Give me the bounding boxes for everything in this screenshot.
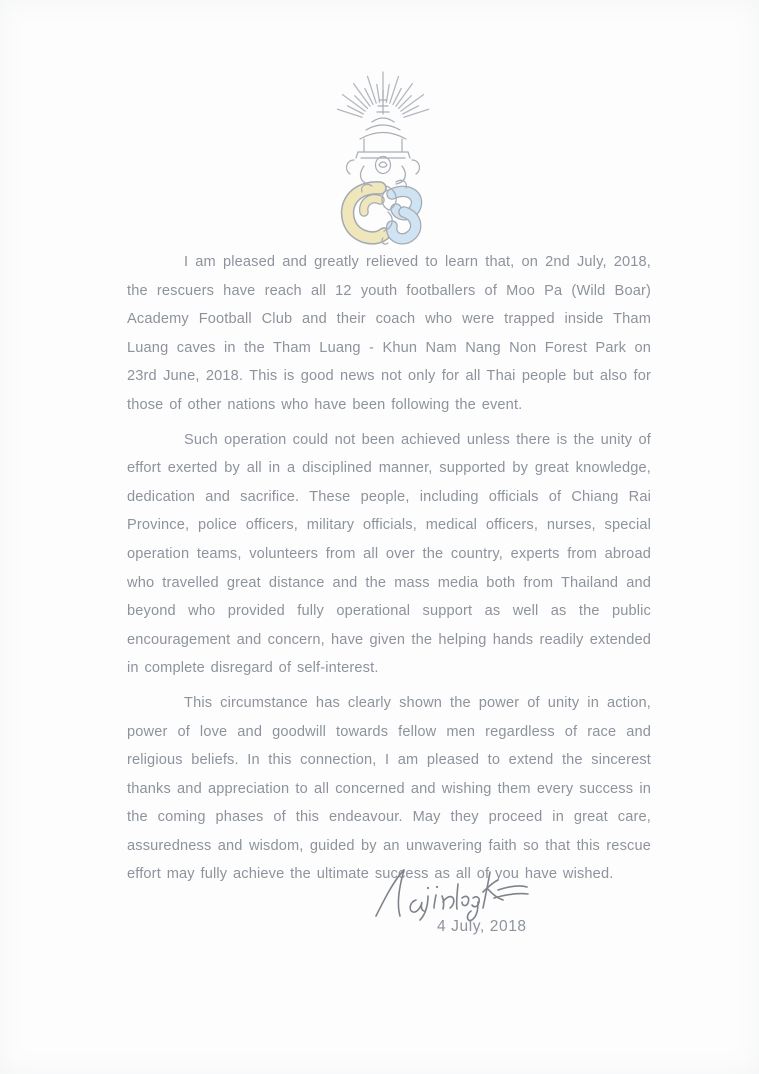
signature-vajiralongkorn: [368, 864, 532, 922]
royal-crown-icon: [347, 90, 420, 174]
letter-paragraph: I am pleased and greatly relieved to learn that, on 2nd July, 2018, the rescuers have reach all 12 youth footballers of Moo Pa (Wild Boar) Academy Football Club and their coach who were trapped inside Tham Luang caves in the Tham Luang - Khun Nam Nang Non Forest Park on 23rd June, 2018. This is good news not only for all Thai people but also for those of other nations who have been following the event.: [127, 254, 651, 413]
letter-date: 4 July, 2018: [437, 918, 527, 935]
royal-monogram-icon: [348, 166, 417, 244]
letter-body: [127, 248, 651, 895]
royal-emblem-icon: [308, 62, 458, 247]
letter-paragraph: Such operation could not been achieved unless there is the unity of effort exerted by all in a disciplined manner, supported by great knowledge, dedication and sacrifice. These people, including officials of Chiang Rai Province, police officers, military officials, medical officers, nurses, special operation teams, volunteers from all over the country, experts from abroad who travelled great distance and the mass media both from Thailand and beyond who provided fully operational support as well as the public encouragement and concern, have given the helping hands readily extended in complete disregard of self-interest.: [127, 431, 651, 677]
letter-paragraph: This circumstance has clearly shown the power of unity in action, power of love and goodwill towards fellow men regardless of race and religious beliefs. In this connection, I am pleased to extend the sincerest thanks and appreciation to all concerned and wishing them every success in the coming phases of this endeavour. May they proceed in great care, assuredness and wisdom, guided by an unwavering faith so that this rescue effort may fully achieve the ultimate success as all of you have wished.: [127, 694, 651, 883]
